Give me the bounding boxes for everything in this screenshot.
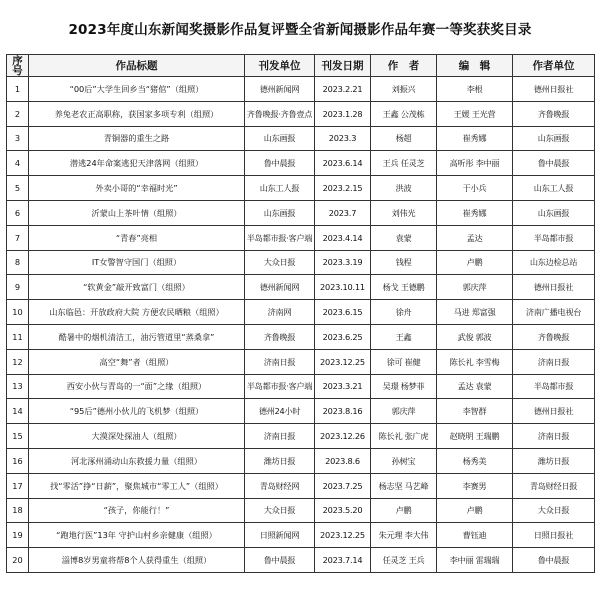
cell-author: 卢鹏 (371, 498, 437, 523)
table-header (7, 55, 595, 77)
cell-work-title: 找“零活”挣“日薪”，聚焦城市“零工人”（组照） (29, 473, 245, 498)
cell-pub-unit: 半岛都市报·客户端 (245, 225, 315, 250)
table-row (7, 498, 595, 523)
cell-pub-date: 2023.12.26 (315, 424, 371, 449)
cell-no: 12 (7, 349, 29, 374)
cell-author-unit: 德州日报社 (513, 77, 595, 102)
cell-author-unit: 青岛财经日报 (513, 473, 595, 498)
cell-editor: 高听彤 李中丽 (437, 151, 513, 176)
cell-no: 16 (7, 448, 29, 473)
cell-pub-unit: 济南日报 (245, 424, 315, 449)
cell-pub-date: 2023.6.25 (315, 324, 371, 349)
cell-no: 11 (7, 324, 29, 349)
cell-no: 2 (7, 101, 29, 126)
table-row (7, 77, 595, 102)
cell-no: 6 (7, 200, 29, 225)
cell-editor: 王媛 王光营 (437, 101, 513, 126)
document-title: 2023年度山东新闻奖摄影作品复评暨全省新闻摄影作品年赛一等奖获奖目录 (68, 22, 532, 38)
cell-pub-unit: 潍坊日报 (245, 448, 315, 473)
cell-no: 7 (7, 225, 29, 250)
cell-pub-unit: 青岛财经网 (245, 473, 315, 498)
cell-work-title: “青春”亮相 (29, 225, 245, 250)
cell-no: 5 (7, 176, 29, 201)
cell-pub-unit: 济南网 (245, 300, 315, 325)
cell-work-title: 沂蒙山上茶叶情（组照） (29, 200, 245, 225)
cell-work-title: “孩子，你能行！” (29, 498, 245, 523)
cell-no: 18 (7, 498, 29, 523)
cell-author-unit: 山东画报 (513, 200, 595, 225)
cell-author: 刘伟光 (371, 200, 437, 225)
cell-pub-date: 2023.2.21 (315, 77, 371, 102)
table-row (7, 349, 595, 374)
cell-author: 王兵 任灵芝 (371, 151, 437, 176)
table-row (7, 300, 595, 325)
cell-editor: 赵晓明 王瑞鹏 (437, 424, 513, 449)
cell-editor: 李中丽 雷瑞瑞 (437, 548, 513, 573)
cell-editor: 崔秀娜 (437, 200, 513, 225)
cell-work-title: 外卖小哥的“幸福时光” (29, 176, 245, 201)
table-row (7, 250, 595, 275)
cell-pub-date: 2023.12.25 (315, 523, 371, 548)
cell-author: 陈长礼 张广虎 (371, 424, 437, 449)
table-row (7, 424, 595, 449)
cell-author: 郭庆萍 (371, 399, 437, 424)
cell-pub-unit: 山东工人报 (245, 176, 315, 201)
cell-pub-unit: 日照新闻网 (245, 523, 315, 548)
table-body (7, 77, 595, 573)
cell-editor: 李赛男 (437, 473, 513, 498)
cell-author-unit: 鲁中晨报 (513, 548, 595, 573)
cell-author: 徐舟 (371, 300, 437, 325)
cell-author-unit: 齐鲁晚报 (513, 101, 595, 126)
cell-pub-date: 2023.2.15 (315, 176, 371, 201)
cell-author-unit: 鲁中晨报 (513, 151, 595, 176)
cell-author-unit: 半岛都市报 (513, 374, 595, 399)
cell-pub-unit: 德州新闻网 (245, 77, 315, 102)
cell-author: 朱元理 李大伟 (371, 523, 437, 548)
cell-no: 15 (7, 424, 29, 449)
table-row (7, 548, 595, 573)
cell-no: 14 (7, 399, 29, 424)
cell-work-title: “跑地行医”13年 守护山村乡亲健康（组照） (29, 523, 245, 548)
header-editor: 编 辑 (437, 55, 513, 77)
cell-editor: 郭庆萍 (437, 275, 513, 300)
cell-work-title: “95后”德州小伙儿的飞机梦（组照） (29, 399, 245, 424)
cell-editor: 李智群 (437, 399, 513, 424)
cell-work-title: 青铜器的重生之路 (29, 126, 245, 151)
cell-editor: 孟达 袁蒙 (437, 374, 513, 399)
cell-author: 杨超 (371, 126, 437, 151)
cell-editor: 于小兵 (437, 176, 513, 201)
table-row (7, 225, 595, 250)
cell-editor: 卢鹏 (437, 498, 513, 523)
cell-author: 王鑫 公茂栋 (371, 101, 437, 126)
cell-pub-date: 2023.3.19 (315, 250, 371, 275)
cell-work-title: IT女警智守国门（组照） (29, 250, 245, 275)
cell-author: 杨志坚 马艺峰 (371, 473, 437, 498)
header-row (7, 55, 595, 77)
cell-author: 钱程 (371, 250, 437, 275)
table-row (7, 324, 595, 349)
table-row (7, 126, 595, 151)
table-row (7, 275, 595, 300)
cell-work-title: 山东临邑：开放政府大院 方便农民晒粮（组照） (29, 300, 245, 325)
cell-work-title: 高空“舞”者（组照） (29, 349, 245, 374)
cell-author-unit: 半岛都市报 (513, 225, 595, 250)
cell-pub-date: 2023.1.28 (315, 101, 371, 126)
cell-author: 孙树宝 (371, 448, 437, 473)
cell-pub-unit: 鲁中晨报 (245, 548, 315, 573)
cell-no: 1 (7, 77, 29, 102)
cell-pub-date: 2023.7 (315, 200, 371, 225)
cell-author-unit: 济南日报 (513, 349, 595, 374)
cell-work-title: “软黄金”敲开致富门（组照） (29, 275, 245, 300)
cell-author-unit: 德州日报社 (513, 399, 595, 424)
cell-no: 9 (7, 275, 29, 300)
cell-pub-unit: 大众日报 (245, 250, 315, 275)
cell-pub-date: 2023.3 (315, 126, 371, 151)
cell-pub-date: 2023.5.20 (315, 498, 371, 523)
cell-no: 20 (7, 548, 29, 573)
cell-author: 刘振兴 (371, 77, 437, 102)
cell-pub-unit: 济南日报 (245, 349, 315, 374)
cell-author-unit: 济南广播电视台 (513, 300, 595, 325)
cell-pub-date: 2023.4.14 (315, 225, 371, 250)
cell-pub-date: 2023.12.25 (315, 349, 371, 374)
cell-no: 17 (7, 473, 29, 498)
cell-pub-date: 2023.6.14 (315, 151, 371, 176)
cell-pub-unit: 山东画报 (245, 200, 315, 225)
table-row (7, 151, 595, 176)
awards-table (6, 54, 595, 573)
cell-editor: 崔秀娜 (437, 126, 513, 151)
cell-pub-unit: 齐鲁晚报·齐鲁壹点 (245, 101, 315, 126)
cell-editor: 马进 郑富强 (437, 300, 513, 325)
header-no: 序号 (7, 55, 29, 77)
cell-work-title: 大漠深处探油人（组照） (29, 424, 245, 449)
header-pub-date: 刊发日期 (315, 55, 371, 77)
cell-work-title: 潜逃24年命案逃犯天津落网（组照） (29, 151, 245, 176)
cell-author: 徐可 崔健 (371, 349, 437, 374)
cell-author-unit: 山东边检总站 (513, 250, 595, 275)
cell-editor: 卢鹏 (437, 250, 513, 275)
table-row (7, 399, 595, 424)
cell-work-title: “00后”大学生回乡当“猪倌”（组照） (29, 77, 245, 102)
cell-editor: 杨秀美 (437, 448, 513, 473)
table-row (7, 176, 595, 201)
cell-author: 任灵芝 王兵 (371, 548, 437, 573)
table-row (7, 473, 595, 498)
cell-pub-date: 2023.7.14 (315, 548, 371, 573)
cell-pub-unit: 鲁中晨报 (245, 151, 315, 176)
table-row (7, 200, 595, 225)
cell-pub-date: 2023.8.6 (315, 448, 371, 473)
cell-pub-unit: 德州24小时 (245, 399, 315, 424)
cell-editor: 武俊 郭波 (437, 324, 513, 349)
cell-author: 吴璟 杨梦菲 (371, 374, 437, 399)
table-row (7, 523, 595, 548)
header-pub-unit: 刊发单位 (245, 55, 315, 77)
cell-pub-date: 2023.3.21 (315, 374, 371, 399)
cell-author-unit: 山东画报 (513, 126, 595, 151)
cell-editor: 孟达 (437, 225, 513, 250)
cell-editor: 李根 (437, 77, 513, 102)
cell-author-unit: 日照日报社 (513, 523, 595, 548)
cell-work-title: 淄博8岁男童将帮8个人获得重生（组照） (29, 548, 245, 573)
cell-pub-date: 2023.7.25 (315, 473, 371, 498)
cell-editor: 陈长礼 李雪梅 (437, 349, 513, 374)
cell-author-unit: 齐鲁晚报 (513, 324, 595, 349)
cell-pub-unit: 山东画报 (245, 126, 315, 151)
cell-author-unit: 潍坊日报 (513, 448, 595, 473)
cell-no: 19 (7, 523, 29, 548)
cell-work-title: 酷暑中的烟机清洁工，油污管道里“蒸桑拿” (29, 324, 245, 349)
cell-no: 8 (7, 250, 29, 275)
cell-work-title: 西安小伙与青岛的一“面”之缘（组照） (29, 374, 245, 399)
cell-pub-date: 2023.8.16 (315, 399, 371, 424)
cell-pub-unit: 德州新闻网 (245, 275, 315, 300)
cell-pub-date: 2023.6.15 (315, 300, 371, 325)
header-author-unit: 作者单位 (513, 55, 595, 77)
header-author: 作 者 (371, 55, 437, 77)
table-row (7, 448, 595, 473)
cell-editor: 曹钰迪 (437, 523, 513, 548)
cell-author: 杨戈 王德鹏 (371, 275, 437, 300)
cell-author: 洪波 (371, 176, 437, 201)
cell-no: 4 (7, 151, 29, 176)
cell-no: 3 (7, 126, 29, 151)
cell-author-unit: 山东工人报 (513, 176, 595, 201)
header-work-title: 作品标题 (29, 55, 245, 77)
cell-author-unit: 大众日报 (513, 498, 595, 523)
cell-author: 王鑫 (371, 324, 437, 349)
cell-pub-unit: 齐鲁晚报 (245, 324, 315, 349)
table-row (7, 101, 595, 126)
cell-author-unit: 济南日报 (513, 424, 595, 449)
cell-no: 10 (7, 300, 29, 325)
cell-no: 13 (7, 374, 29, 399)
cell-pub-date: 2023.10.11 (315, 275, 371, 300)
cell-author-unit: 德州日报社 (513, 275, 595, 300)
table-row (7, 374, 595, 399)
cell-work-title: 河北涿州涌动山东救援力量（组照） (29, 448, 245, 473)
cell-work-title: 养兔老农正高职称，获国家多项专利（组照） (29, 101, 245, 126)
cell-author: 袁蒙 (371, 225, 437, 250)
cell-pub-unit: 大众日报 (245, 498, 315, 523)
cell-pub-unit: 半岛都市报·客户端 (245, 374, 315, 399)
